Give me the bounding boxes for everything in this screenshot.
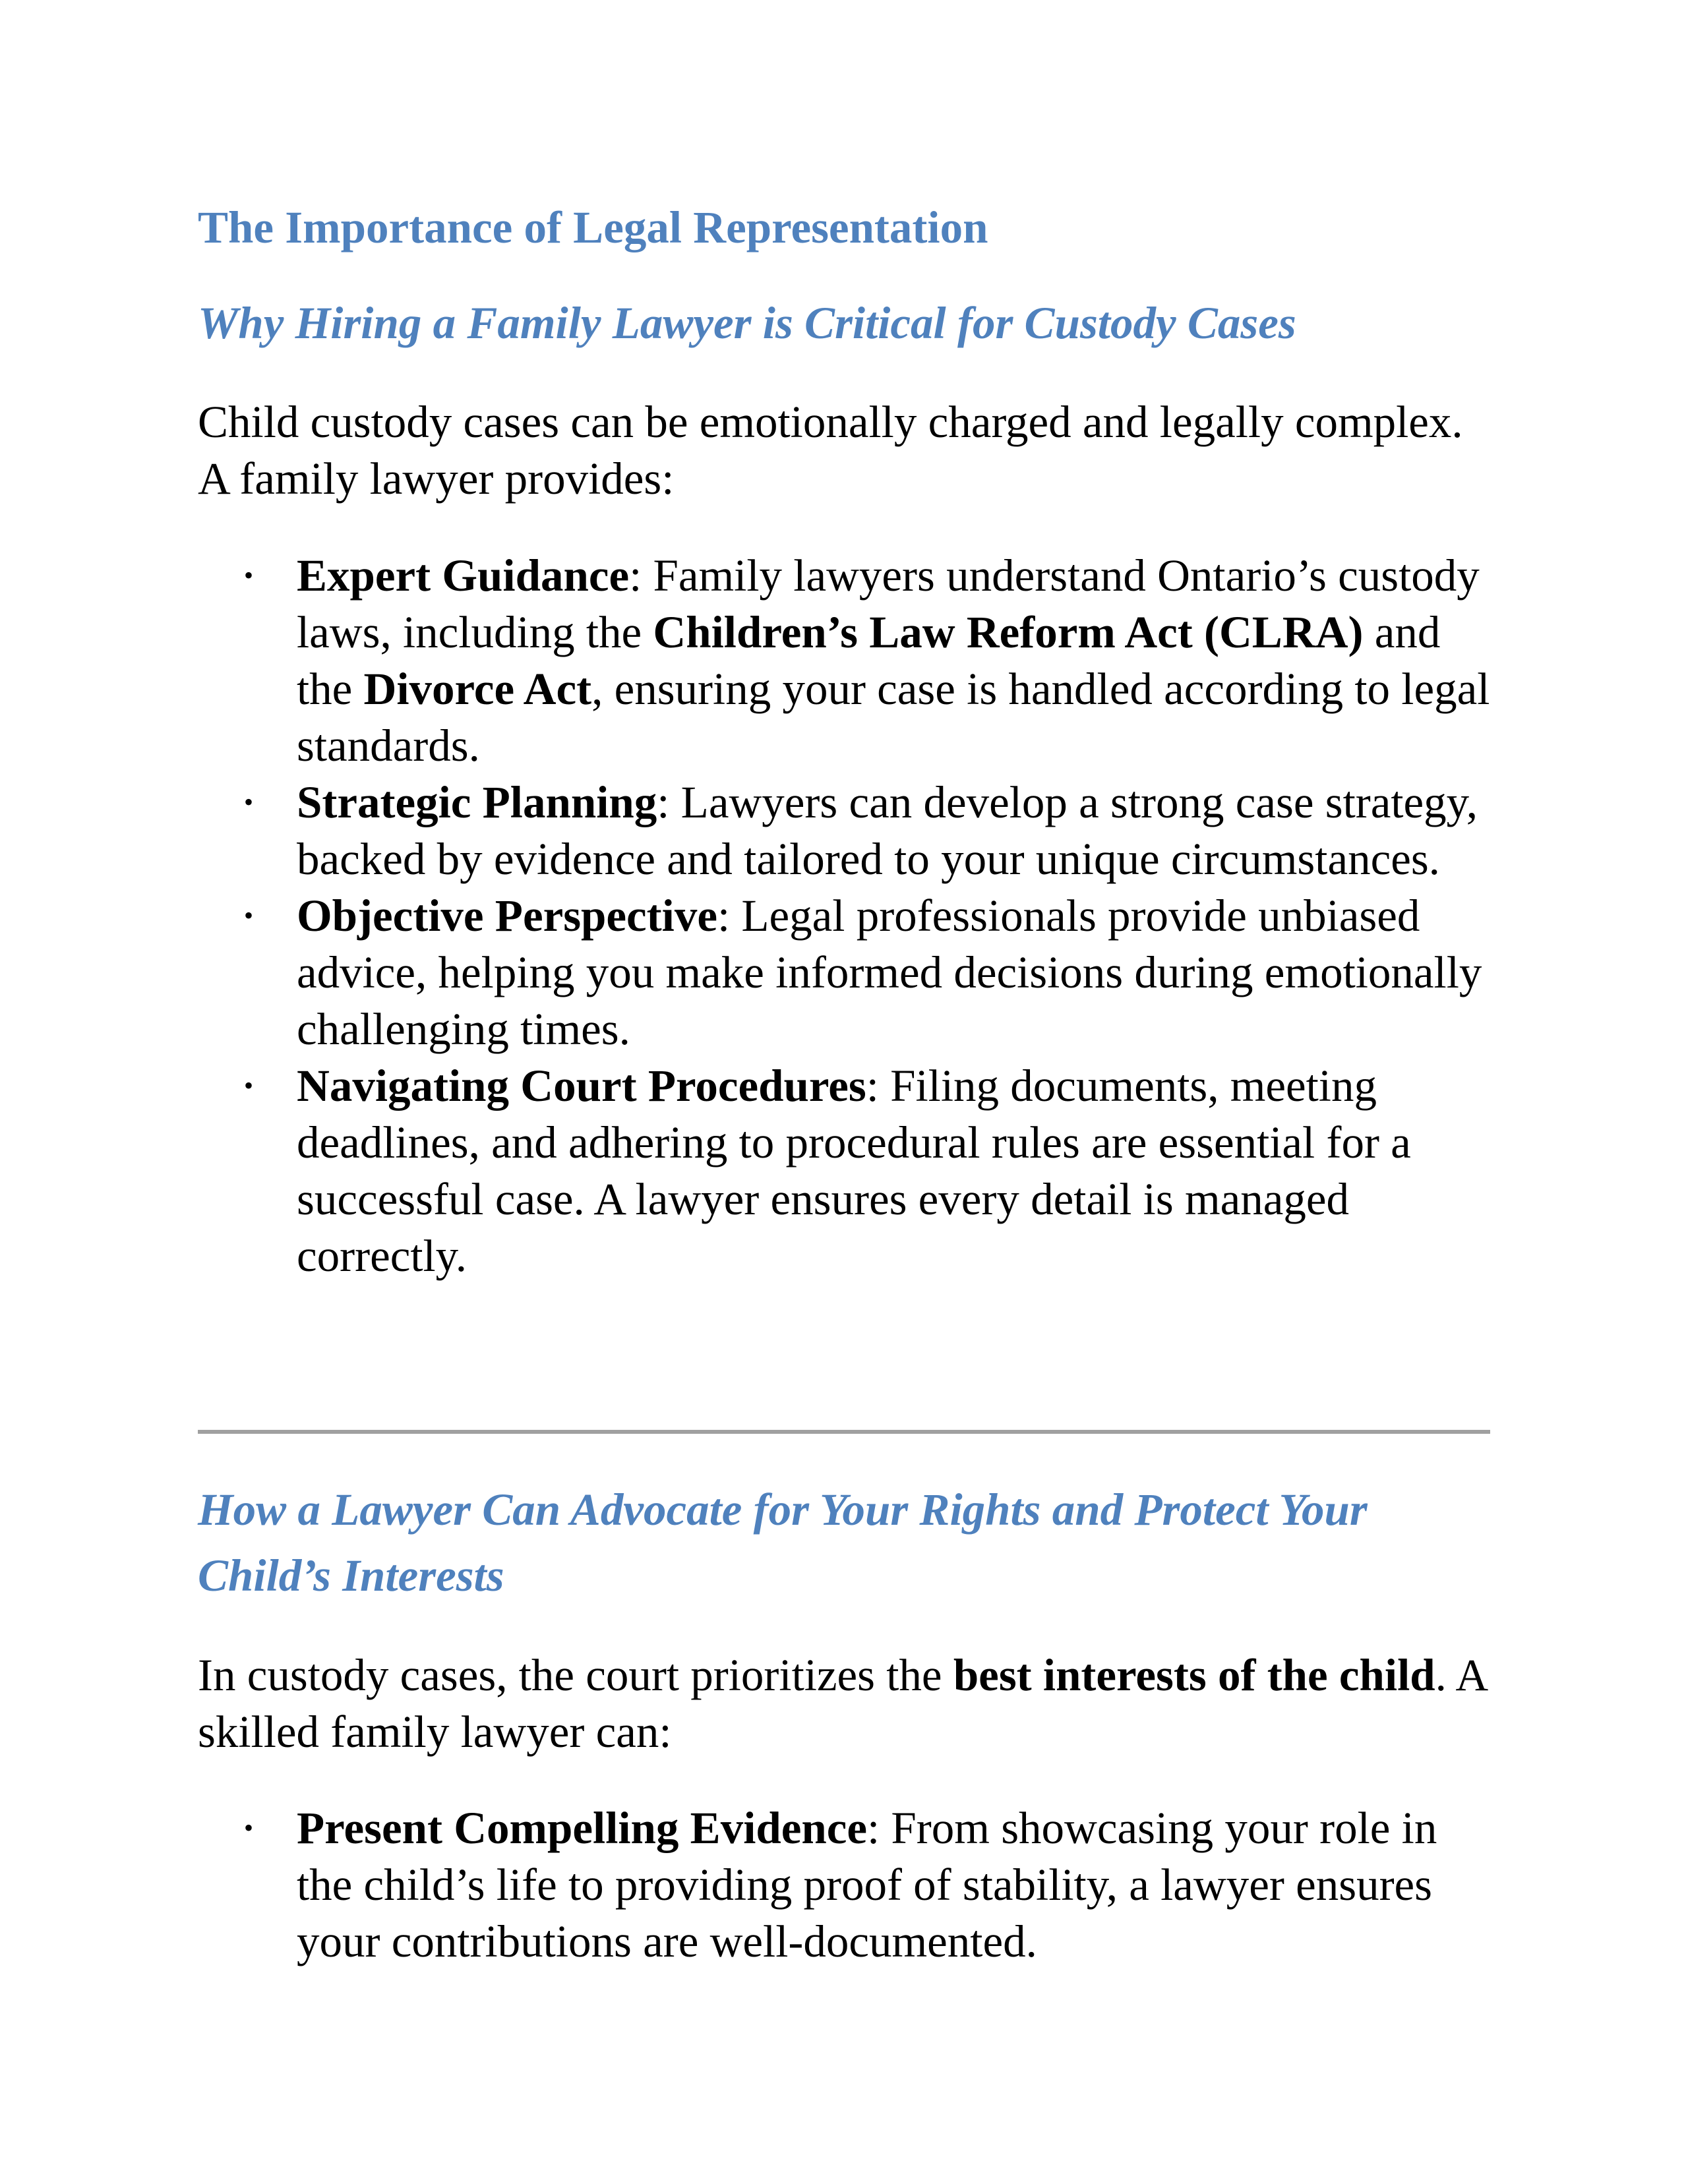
bullet-icon: • xyxy=(244,1813,254,1843)
item-text: : From showcasing your role in the child’s life to providing proof of stability, a lawyer ensures your contributions are well-documented. xyxy=(297,1803,1437,1966)
item-text: and the xyxy=(297,607,1441,714)
item-text: , ensuring your case is handled according to legal standards. xyxy=(297,664,1490,771)
act-name-clra: Children’s Law Reform Act (CLRA) xyxy=(653,607,1364,657)
horizontal-divider xyxy=(198,1430,1490,1434)
intro-paragraph: Child custody cases can be emotionally charged and legally complex. A family lawyer provides: xyxy=(198,397,1463,504)
act-name-divorce: Divorce Act xyxy=(363,664,592,714)
bullet-icon: • xyxy=(244,1071,254,1100)
intro-text: In custody cases, the court prioritizes the xyxy=(198,1650,953,1700)
item-text: : Legal professionals provide unbiased advice, helping you make informed decisions during emotionally challenging times. xyxy=(297,891,1482,1054)
bullet-icon: • xyxy=(244,787,254,817)
list-item xyxy=(198,774,1490,887)
list-item xyxy=(198,547,1490,774)
intro-emphasis: best interests of the child xyxy=(953,1650,1435,1700)
item-text: : Filing documents, meeting deadlines, and adhering to procedural rules are essential for a successful case. A lawyer ensures every detail is managed correctly. xyxy=(297,1061,1411,1281)
section-subtitle-advocate: How a Lawyer Can Advocate for Your Rights and Protect Your Child’s Interests xyxy=(198,1485,1368,1601)
item-text: : Family lawyers understand Ontario’s custody laws, including the xyxy=(297,550,1480,657)
bullet-icon: • xyxy=(244,560,254,590)
list-item xyxy=(198,1057,1490,1284)
item-term: Expert Guidance xyxy=(297,550,630,601)
section-subtitle-why-hire: Why Hiring a Family Lawyer is Critical for Custody Cases xyxy=(198,298,1296,348)
benefits-list xyxy=(198,547,1490,1284)
item-text: : Lawyers can develop a strong case strategy, backed by evidence and tailored to your unique circumstances. xyxy=(297,777,1478,884)
bullet-icon: • xyxy=(244,900,254,930)
item-term: Navigating Court Procedures xyxy=(297,1061,866,1111)
list-item xyxy=(198,1800,1490,1970)
item-term: Objective Perspective xyxy=(297,891,717,941)
list-item xyxy=(198,887,1490,1057)
intro-text: . A skilled family lawyer can: xyxy=(198,1650,1486,1757)
intro-paragraph-2 xyxy=(198,1647,1490,1760)
page-title: The Importance of Legal Representation xyxy=(198,202,988,252)
item-term: Strategic Planning xyxy=(297,777,657,827)
item-term: Present Compelling Evidence xyxy=(297,1803,867,1853)
advocacy-list xyxy=(198,1800,1490,1970)
